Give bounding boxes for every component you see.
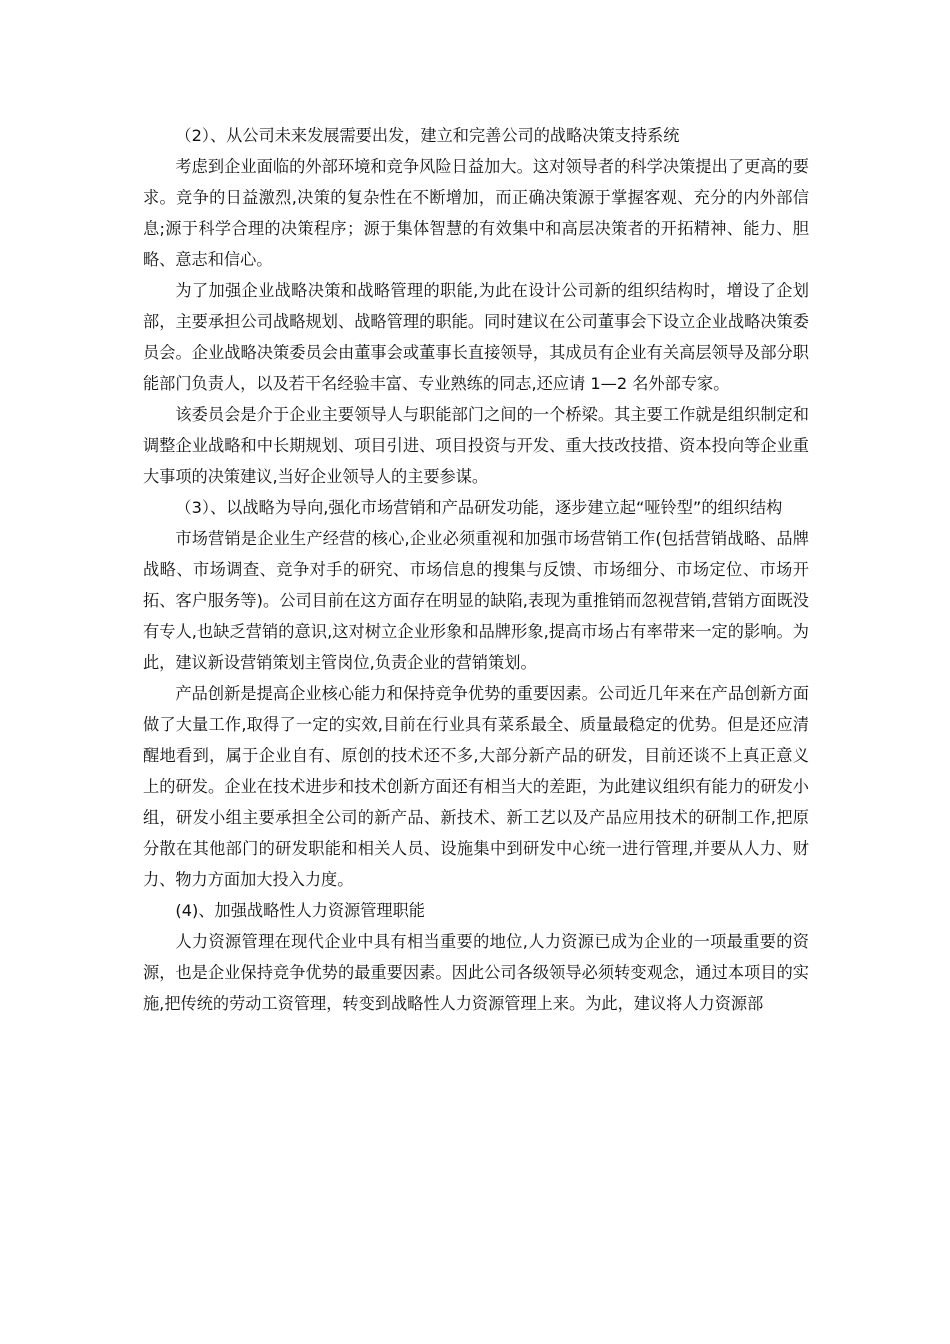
paragraph-committee-role: 该委员会是介于企业主要领导人与职能部门之间的一个桥梁。其主要工作就是组织制定和调整企业战略和中长期规划、项目引进、项目投资与开发、重大技改技措、资本投向等企业重大事项的决策建议,当好企业领导人的主要参谋。: [143, 405, 809, 486]
paragraph-marketing: 市场营销是企业生产经营的核心,企业必须重视和加强市场营销工作(包括营销战略、品牌战略、市场调查、竞争对手的研究、市场信息的搜集与反馈、市场细分、市场定位、市场开拓、客户服务等)。公司目前在这方面存在明显的缺陷,表现为重推销而忽视营销,营销方面既没有专人,也缺乏营销的意识,这对树立企业形象和品牌形象,提高市场占有率带来一定的影响。为此，建议新设营销策划主管岗位,负责企业的营销策划。: [143, 529, 809, 672]
section-heading-4: (4)、加强战略性人力资源管理职能: [175, 901, 425, 920]
section-heading-3: （3）、以战略为导向,强化市场营销和产品研发功能，逐步建立起“哑铃型”的组织结构: [175, 498, 783, 517]
paragraph-human-resources: 人力资源管理在现代企业中具有相当重要的地位,人力资源已成为企业的一项最重要的资源，也是企业保持竞争优势的最重要因素。因此公司各级领导必须转变观念，通过本项目的实施,把传统的劳动工资管理，转变到战略性人力资源管理上来。为此，建议将人力资源部: [143, 932, 809, 1013]
paragraph-decision-environment: 考虑到企业面临的外部环境和竞争风险日益加大。这对领导者的科学决策提出了更高的要求。竞争的日益激烈,决策的复杂性在不断增加，而正确决策源于掌握客观、充分的内外部信息;源于科学合理的决策程序；源于集体智慧的有效集中和高层决策者的开拓精神、能力、胆略、意志和信心。: [143, 157, 809, 269]
document-page: [143, 120, 809, 1019]
paragraph-product-innovation: 产品创新是提高企业核心能力和保持竞争优势的重要因素。公司近几年来在产品创新方面做了大量工作,取得了一定的实效,目前在行业具有菜系最全、质量最稳定的优势。但是还应清醒地看到，属于企业自有、原创的技术还不多,大部分新产品的研发，目前还谈不上真正意义上的研发。企业在技术进步和技术创新方面还有相当大的差距，为此建议组织有能力的研发小组，研发小组主要承担全公司的新产品、新技术、新工艺以及产品应用技术的研制工作,把原分散在其他部门的研发职能和相关人员、设施集中到研发中心统一进行管理,并要从人力、财力、物力方面加大投入力度。: [143, 684, 809, 889]
paragraph-strategy-committee: 为了加强企业战略决策和战略管理的职能,为此在设计公司新的组织结构时，增设了企划部，主要承担公司战略规划、战略管理的职能。同时建议在公司董事会下设立企业战略决策委员会。企业战略决策委员会由董事会或董事长直接领导，其成员有企业有关高层领导及部分职能部门负责人，以及若干名经验丰富、专业熟练的同志,还应请 1—2 名外部专家。: [143, 281, 809, 393]
section-heading-2: （2）、从公司未来发展需要出发，建立和完善公司的战略决策支持系统: [175, 126, 680, 145]
